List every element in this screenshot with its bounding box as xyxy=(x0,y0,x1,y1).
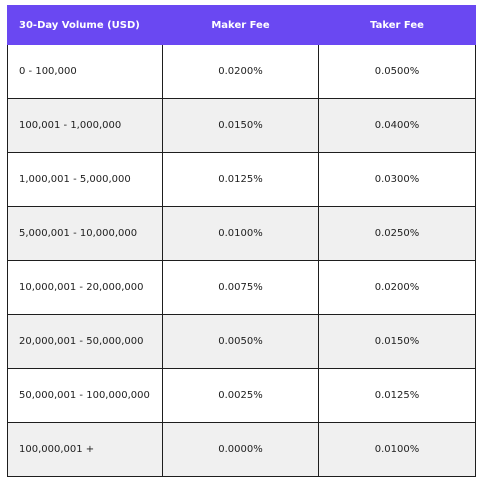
taker-fee-cell: 0.0500% xyxy=(319,45,476,99)
maker-fee-cell: 0.0200% xyxy=(163,45,319,99)
maker-fee-cell: 0.0000% xyxy=(163,423,319,477)
volume-cell: 1,000,001 - 5,000,000 xyxy=(8,153,163,207)
taker-fee-cell: 0.0300% xyxy=(319,153,476,207)
taker-fee-cell: 0.0250% xyxy=(319,207,476,261)
taker-fee-cell: 0.0150% xyxy=(319,315,476,369)
volume-cell: 10,000,001 - 20,000,000 xyxy=(8,261,163,315)
table-row xyxy=(8,423,476,477)
table-row xyxy=(8,153,476,207)
taker-fee-cell: 0.0100% xyxy=(319,423,476,477)
maker-fee-cell: 0.0050% xyxy=(163,315,319,369)
table-row xyxy=(8,261,476,315)
volume-cell: 5,000,001 - 10,000,000 xyxy=(8,207,163,261)
table-row xyxy=(8,45,476,99)
taker-fee-cell: 0.0200% xyxy=(319,261,476,315)
maker-fee-cell: 0.0100% xyxy=(163,207,319,261)
header-maker-fee: Maker Fee xyxy=(163,6,319,45)
header-row xyxy=(8,6,476,45)
volume-cell: 0 - 100,000 xyxy=(8,45,163,99)
volume-cell: 100,001 - 1,000,000 xyxy=(8,99,163,153)
taker-fee-cell: 0.0125% xyxy=(319,369,476,423)
fee-table xyxy=(7,5,476,477)
table-row xyxy=(8,315,476,369)
fee-table-body xyxy=(8,45,476,477)
maker-fee-cell: 0.0075% xyxy=(163,261,319,315)
volume-cell: 20,000,001 - 50,000,000 xyxy=(8,315,163,369)
table-row xyxy=(8,99,476,153)
table-row xyxy=(8,207,476,261)
volume-cell: 100,000,001 + xyxy=(8,423,163,477)
maker-fee-cell: 0.0150% xyxy=(163,99,319,153)
fee-table-header xyxy=(8,6,476,45)
header-taker-fee: Taker Fee xyxy=(319,6,476,45)
header-volume: 30-Day Volume (USD) xyxy=(8,6,163,45)
maker-fee-cell: 0.0025% xyxy=(163,369,319,423)
volume-cell: 50,000,001 - 100,000,000 xyxy=(8,369,163,423)
table-row xyxy=(8,369,476,423)
maker-fee-cell: 0.0125% xyxy=(163,153,319,207)
taker-fee-cell: 0.0400% xyxy=(319,99,476,153)
